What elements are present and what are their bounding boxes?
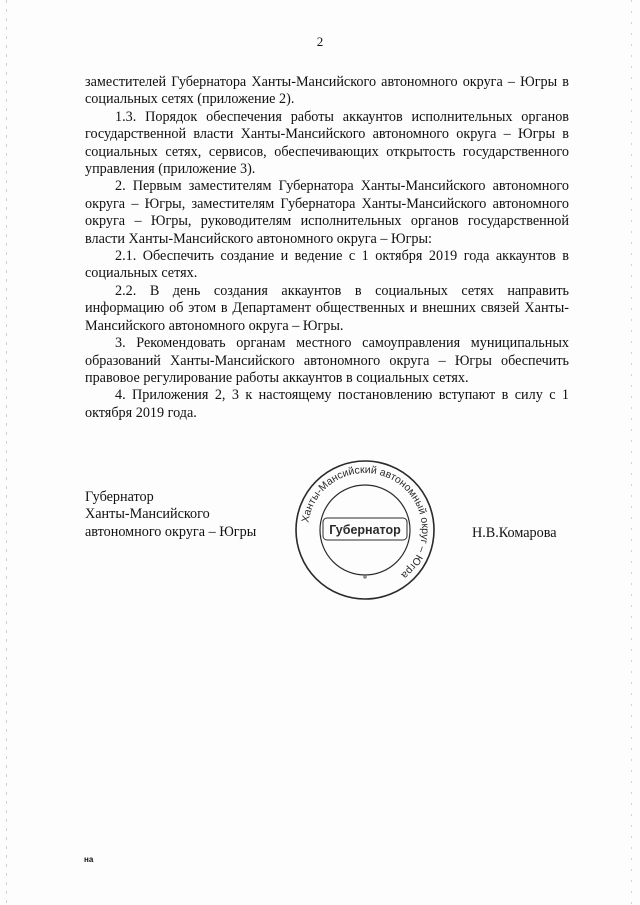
paragraph-1-3: 1.3. Порядок обеспечения работы аккаунтов исполнительных органов государственной власти Ханты-Мансийского автономного округа – Югры в социальных сетях, сервисов, обеспечивающих открытость государственного управления (приложение 3).	[85, 108, 569, 178]
paragraph-2-1: 2.1. Обеспечить создание и ведение с 1 октября 2019 года аккаунтов в социальных сетях.	[85, 248, 569, 282]
signatory-title-line: Ханты-Мансийского	[85, 506, 210, 523]
official-seal-stamp	[293, 458, 437, 602]
signatory-name: Н.В.Комарова	[472, 525, 557, 541]
scan-edge-right	[631, 0, 632, 905]
paragraph-4: 4. Приложения 2, 3 к настоящему постановлению вступают в силу с 1 октября 2019 года.	[85, 387, 569, 421]
document-body	[85, 74, 569, 422]
paragraph-3: 3. Рекомендовать органам местного самоуправления муниципальных образований Ханты-Мансийского автономного округа – Югры обеспечить правовое регулирование работы аккаунтов в социальных сетях.	[85, 335, 569, 386]
seal-ring-text: Ханты-Мансийский автономный округ – Югра	[299, 463, 432, 582]
footer-code: на	[84, 855, 94, 864]
signatory-title	[85, 489, 285, 541]
seal-center-text: Губернатор	[329, 523, 401, 537]
scan-edge-left	[6, 0, 7, 905]
seal-star-icon: *	[362, 574, 368, 584]
paragraph-continuation: заместителей Губернатора Ханты-Мансийского автономного округа – Югры в социальных сетях (приложение 2).	[85, 74, 569, 108]
paragraph-2: 2. Первым заместителям Губернатора Ханты-Мансийского автономного округа – Югры, заместителям Губернатора Ханты-Мансийского автономного округа – Югры, руководителям исполнительных органов государственной власти Ханты-Мансийского автономного округа – Югры:	[85, 178, 569, 247]
signatory-title-line: Губернатор	[85, 489, 154, 505]
paragraph-2-2: 2.2. В день создания аккаунтов в социальных сетях направить информацию об этом в Департамент общественных и внешних связей Ханты-Мансийского автономного округа – Югры.	[85, 282, 569, 334]
signatory-title-line: автономного округа – Югры	[85, 523, 257, 540]
page-number: 2	[316, 34, 324, 49]
